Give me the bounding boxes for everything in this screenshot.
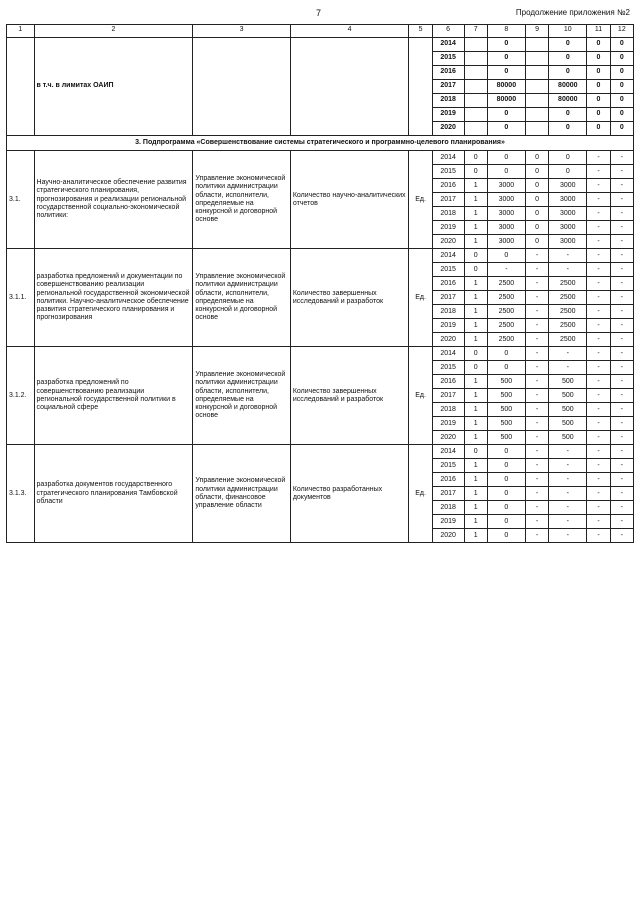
- value-cell: 0: [587, 122, 610, 136]
- value-cell: -: [610, 487, 633, 501]
- value-cell: 2018: [432, 501, 464, 515]
- value-cell: -: [587, 291, 610, 305]
- value-cell: -: [610, 347, 633, 361]
- item-indicator: Количество завершенных исследований и разработок: [290, 249, 409, 347]
- value-cell: 1: [464, 487, 487, 501]
- value-cell: 1: [464, 207, 487, 221]
- value-cell: 1: [464, 291, 487, 305]
- value-cell: -: [610, 333, 633, 347]
- year-cell: 2017: [432, 80, 464, 94]
- year-cell: 2015: [432, 52, 464, 66]
- value-cell: -: [610, 263, 633, 277]
- value-cell: 2020: [432, 529, 464, 543]
- value-cell: 0: [587, 80, 610, 94]
- value-cell: -: [610, 389, 633, 403]
- value-cell: 1: [464, 179, 487, 193]
- value-cell: 1: [464, 403, 487, 417]
- value-cell: -: [549, 459, 587, 473]
- value-cell: 0: [610, 80, 633, 94]
- value-cell: 0: [610, 66, 633, 80]
- item-executor: Управление экономической политики администрации области, исполнители, определяемые на конкурсной и договорной основе: [193, 249, 290, 347]
- value-cell: [525, 80, 548, 94]
- value-cell: 1: [464, 473, 487, 487]
- value-cell: -: [610, 165, 633, 179]
- value-cell: 3000: [487, 235, 525, 249]
- value-cell: [525, 52, 548, 66]
- value-cell: 0: [487, 473, 525, 487]
- value-cell: 2019: [432, 417, 464, 431]
- section-row: [7, 136, 634, 151]
- value-cell: 0: [525, 193, 548, 207]
- year-cell: 2020: [432, 122, 464, 136]
- value-cell: 500: [549, 417, 587, 431]
- column-number: 9: [525, 25, 548, 38]
- value-cell: 1: [464, 459, 487, 473]
- value-cell: 2018: [432, 305, 464, 319]
- value-cell: [464, 94, 487, 108]
- value-cell: 2017: [432, 291, 464, 305]
- value-cell: 0: [487, 515, 525, 529]
- value-cell: -: [587, 333, 610, 347]
- value-cell: 0: [487, 347, 525, 361]
- value-cell: -: [549, 445, 587, 459]
- value-cell: -: [525, 305, 548, 319]
- value-cell: 2015: [432, 459, 464, 473]
- value-cell: -: [587, 501, 610, 515]
- value-cell: -: [587, 235, 610, 249]
- value-cell: 1: [464, 515, 487, 529]
- value-cell: 0: [464, 263, 487, 277]
- value-cell: -: [610, 501, 633, 515]
- item-number: 3.1.3.: [7, 445, 35, 543]
- item-number-cell: [7, 38, 35, 136]
- value-cell: -: [525, 529, 548, 543]
- value-cell: -: [487, 263, 525, 277]
- value-cell: 3000: [549, 235, 587, 249]
- item-name: разработка предложений и документации по совершенствованию реализации региональной государственной экономической политики. Научно-аналитическое обеспечение развития стратегического планирования и прогнозирования: [34, 249, 193, 347]
- value-cell: -: [525, 263, 548, 277]
- value-cell: 0: [487, 52, 525, 66]
- year-cell: 2019: [432, 108, 464, 122]
- value-cell: [525, 66, 548, 80]
- value-cell: -: [587, 459, 610, 473]
- value-cell: -: [587, 389, 610, 403]
- value-cell: [464, 122, 487, 136]
- value-cell: 3000: [549, 193, 587, 207]
- value-cell: -: [587, 263, 610, 277]
- item-row: [7, 249, 634, 263]
- value-cell: 0: [525, 207, 548, 221]
- value-cell: 0: [487, 361, 525, 375]
- value-cell: 0: [525, 221, 548, 235]
- value-cell: 2017: [432, 193, 464, 207]
- item-executor: Управление экономической политики администрации области, исполнители, определяемые на конкурсной и договорной основе: [193, 347, 290, 445]
- item-name: разработка предложений по совершенствованию реализации региональной государственной политики в социальной сфере: [34, 347, 193, 445]
- item-number: 3.1.1.: [7, 249, 35, 347]
- value-cell: 500: [549, 389, 587, 403]
- value-cell: 0: [464, 249, 487, 263]
- unit-cell: [409, 38, 432, 136]
- value-cell: -: [525, 487, 548, 501]
- item-number: 3.1.: [7, 151, 35, 249]
- value-cell: -: [549, 487, 587, 501]
- value-cell: -: [525, 389, 548, 403]
- value-cell: -: [610, 403, 633, 417]
- column-number: 11: [587, 25, 610, 38]
- value-cell: -: [587, 277, 610, 291]
- value-cell: 500: [549, 375, 587, 389]
- value-cell: [525, 122, 548, 136]
- value-cell: 0: [610, 108, 633, 122]
- value-cell: 80000: [549, 80, 587, 94]
- value-cell: 3000: [549, 221, 587, 235]
- value-cell: 80000: [487, 80, 525, 94]
- value-cell: -: [525, 445, 548, 459]
- column-number: 6: [432, 25, 464, 38]
- value-cell: 2015: [432, 263, 464, 277]
- value-cell: -: [610, 305, 633, 319]
- value-cell: 0: [587, 94, 610, 108]
- value-cell: 0: [487, 165, 525, 179]
- value-cell: 0: [549, 38, 587, 52]
- value-cell: 1: [464, 305, 487, 319]
- value-cell: 0: [525, 151, 548, 165]
- value-cell: 0: [610, 94, 633, 108]
- value-cell: 0: [487, 501, 525, 515]
- year-cell: 2016: [432, 66, 464, 80]
- value-cell: -: [610, 179, 633, 193]
- executor-cell: [193, 38, 290, 136]
- value-cell: 2020: [432, 431, 464, 445]
- value-cell: 1: [464, 235, 487, 249]
- item-unit: Ед.: [409, 249, 432, 347]
- value-cell: 1: [464, 501, 487, 515]
- value-cell: -: [525, 501, 548, 515]
- value-cell: -: [549, 515, 587, 529]
- value-cell: 2500: [487, 277, 525, 291]
- value-cell: 1: [464, 389, 487, 403]
- value-cell: -: [587, 305, 610, 319]
- value-cell: 0: [487, 108, 525, 122]
- value-cell: 0: [549, 108, 587, 122]
- value-cell: 1: [464, 319, 487, 333]
- indicator-cell: [290, 38, 409, 136]
- value-cell: 2014: [432, 151, 464, 165]
- value-cell: 1: [464, 333, 487, 347]
- value-cell: 3000: [487, 193, 525, 207]
- value-cell: [525, 94, 548, 108]
- value-cell: -: [610, 193, 633, 207]
- value-cell: [525, 108, 548, 122]
- value-cell: -: [525, 431, 548, 445]
- value-cell: 0: [487, 459, 525, 473]
- value-cell: -: [525, 347, 548, 361]
- year-cell: 2018: [432, 94, 464, 108]
- value-cell: -: [549, 347, 587, 361]
- value-cell: -: [587, 319, 610, 333]
- value-cell: 2019: [432, 221, 464, 235]
- value-cell: 0: [587, 108, 610, 122]
- column-number: 4: [290, 25, 409, 38]
- value-cell: [525, 38, 548, 52]
- value-cell: 1: [464, 431, 487, 445]
- value-cell: 3000: [487, 179, 525, 193]
- continuation-note: Продолжение приложения №2: [515, 8, 630, 17]
- value-cell: -: [549, 249, 587, 263]
- item-row: [7, 151, 634, 165]
- value-cell: 0: [464, 445, 487, 459]
- value-cell: -: [525, 249, 548, 263]
- value-cell: 500: [487, 431, 525, 445]
- value-cell: -: [525, 361, 548, 375]
- value-cell: 2500: [549, 291, 587, 305]
- oaip-row: [7, 38, 634, 52]
- value-cell: -: [610, 249, 633, 263]
- column-number: 8: [487, 25, 525, 38]
- value-cell: -: [525, 417, 548, 431]
- value-cell: -: [587, 179, 610, 193]
- value-cell: 80000: [549, 94, 587, 108]
- value-cell: 0: [549, 52, 587, 66]
- value-cell: -: [610, 291, 633, 305]
- year-cell: 2014: [432, 38, 464, 52]
- value-cell: 2014: [432, 347, 464, 361]
- item-name: Научно-аналитическое обеспечение развития стратегического планирования, прогнозирования и реализации региональной государственной социально-экономической политики:: [34, 151, 193, 249]
- value-cell: 0: [610, 52, 633, 66]
- value-cell: -: [549, 529, 587, 543]
- value-cell: 500: [487, 389, 525, 403]
- value-cell: -: [549, 473, 587, 487]
- section-title: 3. Подпрограмма «Совершенствование системы стратегического и программно-целевого планирования»: [7, 136, 634, 151]
- value-cell: 2014: [432, 445, 464, 459]
- value-cell: 3000: [549, 207, 587, 221]
- page-number: 7: [316, 8, 322, 18]
- value-cell: 0: [610, 122, 633, 136]
- value-cell: -: [587, 221, 610, 235]
- value-cell: -: [525, 459, 548, 473]
- item-name: разработка документов государственного стратегического планирования Тамбовской области: [34, 445, 193, 543]
- value-cell: 0: [487, 529, 525, 543]
- value-cell: 0: [464, 361, 487, 375]
- value-cell: 2500: [487, 291, 525, 305]
- value-cell: -: [610, 221, 633, 235]
- value-cell: 2019: [432, 319, 464, 333]
- value-cell: 500: [549, 431, 587, 445]
- value-cell: 0: [525, 165, 548, 179]
- value-cell: 80000: [487, 94, 525, 108]
- value-cell: 2016: [432, 179, 464, 193]
- value-cell: -: [549, 501, 587, 515]
- value-cell: 3000: [549, 179, 587, 193]
- value-cell: -: [587, 445, 610, 459]
- value-cell: -: [610, 277, 633, 291]
- value-cell: 2017: [432, 389, 464, 403]
- item-unit: Ед.: [409, 445, 432, 543]
- value-cell: -: [525, 403, 548, 417]
- value-cell: 0: [549, 66, 587, 80]
- value-cell: 0: [464, 347, 487, 361]
- item-number: 3.1.2.: [7, 347, 35, 445]
- value-cell: 2020: [432, 235, 464, 249]
- value-cell: 0: [487, 249, 525, 263]
- value-cell: 0: [487, 38, 525, 52]
- value-cell: 1: [464, 529, 487, 543]
- value-cell: 2500: [487, 333, 525, 347]
- value-cell: -: [587, 529, 610, 543]
- value-cell: 0: [525, 235, 548, 249]
- value-cell: -: [610, 319, 633, 333]
- program-table: [6, 24, 634, 543]
- value-cell: 0: [487, 445, 525, 459]
- value-cell: -: [587, 347, 610, 361]
- value-cell: 0: [587, 38, 610, 52]
- value-cell: [464, 52, 487, 66]
- value-cell: 2500: [487, 319, 525, 333]
- value-cell: 500: [487, 403, 525, 417]
- item-indicator: Количество научно-аналитических отчетов: [290, 151, 409, 249]
- value-cell: -: [610, 445, 633, 459]
- value-cell: 2016: [432, 473, 464, 487]
- value-cell: 0: [464, 165, 487, 179]
- value-cell: -: [587, 193, 610, 207]
- value-cell: -: [610, 361, 633, 375]
- value-cell: -: [587, 207, 610, 221]
- value-cell: -: [610, 207, 633, 221]
- column-number: 12: [610, 25, 633, 38]
- value-cell: 1: [464, 375, 487, 389]
- value-cell: 0: [525, 179, 548, 193]
- value-cell: -: [549, 263, 587, 277]
- value-cell: -: [610, 375, 633, 389]
- value-cell: 500: [487, 375, 525, 389]
- value-cell: -: [587, 515, 610, 529]
- value-cell: 2016: [432, 277, 464, 291]
- column-number: 2: [34, 25, 193, 38]
- value-cell: [464, 66, 487, 80]
- value-cell: -: [525, 473, 548, 487]
- item-unit: Ед.: [409, 151, 432, 249]
- column-number: 3: [193, 25, 290, 38]
- value-cell: 3000: [487, 207, 525, 221]
- value-cell: 0: [587, 52, 610, 66]
- value-cell: 0: [549, 165, 587, 179]
- value-cell: 0: [549, 122, 587, 136]
- value-cell: -: [587, 417, 610, 431]
- value-cell: 1: [464, 221, 487, 235]
- column-number: 5: [409, 25, 432, 38]
- value-cell: -: [587, 151, 610, 165]
- oaip-label: в т.ч. в лимитах ОАИП: [34, 38, 193, 136]
- value-cell: [464, 108, 487, 122]
- column-number: 10: [549, 25, 587, 38]
- value-cell: [464, 80, 487, 94]
- value-cell: -: [525, 319, 548, 333]
- value-cell: -: [610, 235, 633, 249]
- value-cell: 2018: [432, 207, 464, 221]
- value-cell: 0: [487, 151, 525, 165]
- value-cell: 0: [487, 487, 525, 501]
- value-cell: 500: [549, 403, 587, 417]
- value-cell: 1: [464, 417, 487, 431]
- value-cell: 2016: [432, 375, 464, 389]
- item-executor: Управление экономической политики администрации области, финансовое управление области: [193, 445, 290, 543]
- value-cell: -: [587, 249, 610, 263]
- value-cell: 2015: [432, 165, 464, 179]
- value-cell: 2015: [432, 361, 464, 375]
- value-cell: 2019: [432, 515, 464, 529]
- value-cell: -: [549, 361, 587, 375]
- item-row: [7, 347, 634, 361]
- value-cell: 2500: [549, 305, 587, 319]
- value-cell: 2020: [432, 333, 464, 347]
- value-cell: -: [610, 459, 633, 473]
- value-cell: -: [587, 403, 610, 417]
- column-number: 7: [464, 25, 487, 38]
- value-cell: [464, 38, 487, 52]
- value-cell: 2500: [549, 277, 587, 291]
- value-cell: -: [525, 333, 548, 347]
- value-cell: -: [610, 151, 633, 165]
- value-cell: -: [587, 473, 610, 487]
- value-cell: 2018: [432, 403, 464, 417]
- value-cell: -: [525, 277, 548, 291]
- value-cell: 0: [610, 38, 633, 52]
- item-indicator: Количество завершенных исследований и разработок: [290, 347, 409, 445]
- value-cell: 2014: [432, 249, 464, 263]
- item-row: [7, 445, 634, 459]
- value-cell: 2500: [549, 333, 587, 347]
- value-cell: 3000: [487, 221, 525, 235]
- value-cell: -: [587, 165, 610, 179]
- value-cell: -: [525, 291, 548, 305]
- item-indicator: Количество разработанных документов: [290, 445, 409, 543]
- value-cell: -: [587, 431, 610, 445]
- value-cell: -: [610, 431, 633, 445]
- value-cell: 0: [587, 66, 610, 80]
- value-cell: 0: [549, 151, 587, 165]
- value-cell: 0: [487, 122, 525, 136]
- value-cell: 2500: [487, 305, 525, 319]
- value-cell: -: [587, 487, 610, 501]
- column-number-row: [7, 25, 634, 38]
- value-cell: -: [525, 515, 548, 529]
- value-cell: -: [587, 361, 610, 375]
- value-cell: 0: [487, 66, 525, 80]
- value-cell: -: [610, 529, 633, 543]
- value-cell: -: [587, 375, 610, 389]
- value-cell: 1: [464, 193, 487, 207]
- column-number: 1: [7, 25, 35, 38]
- value-cell: 2500: [549, 319, 587, 333]
- item-executor: Управление экономической политики администрации области, исполнители, определяемые на конкурсной и договорной основе: [193, 151, 290, 249]
- value-cell: 500: [487, 417, 525, 431]
- value-cell: -: [610, 473, 633, 487]
- value-cell: -: [610, 417, 633, 431]
- value-cell: -: [610, 515, 633, 529]
- value-cell: 2017: [432, 487, 464, 501]
- item-unit: Ед.: [409, 347, 432, 445]
- value-cell: -: [525, 375, 548, 389]
- value-cell: 0: [464, 151, 487, 165]
- value-cell: 1: [464, 277, 487, 291]
